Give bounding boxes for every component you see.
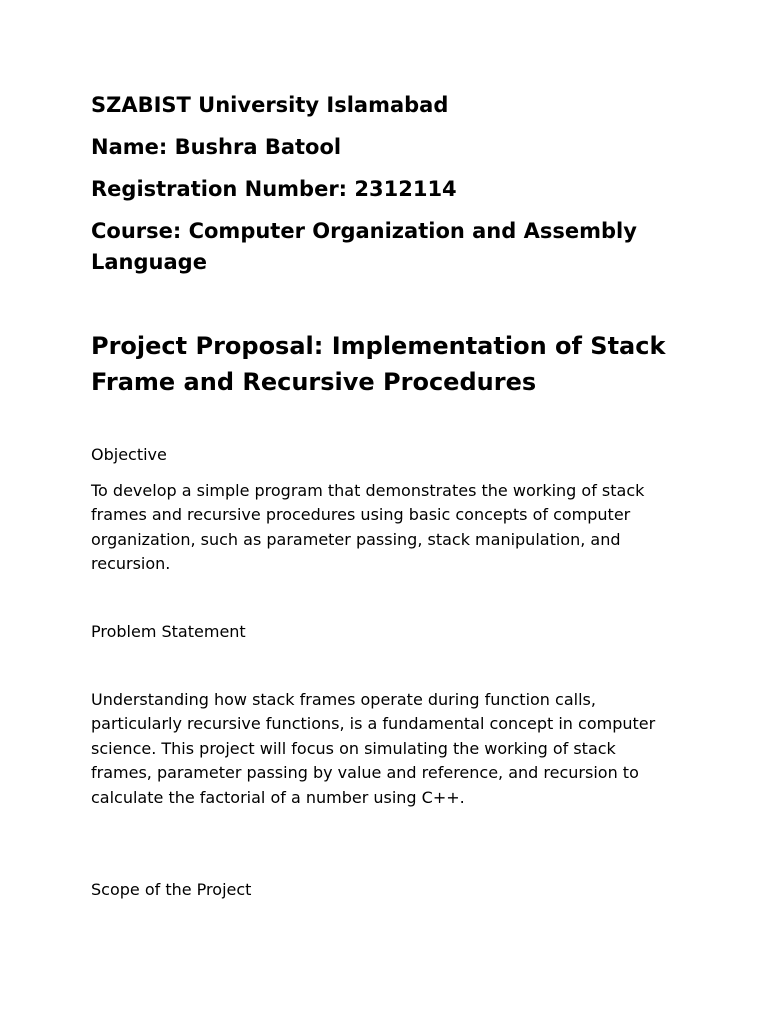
student-name: Name: Bushra Batool — [91, 135, 342, 159]
objective-heading: Objective — [91, 445, 167, 464]
objective-paragraph: To develop a simple program that demonstrates the working of stack frames and recursive procedures using basic concepts of computer organization, such as parameter passing, stack manipulation, and recursion. — [91, 481, 645, 574]
course-name: Course: Computer Organization and Assembly Language — [91, 219, 637, 274]
scope-heading: Scope of the Project — [91, 880, 252, 899]
registration-number: Registration Number: 2312114 — [91, 177, 457, 201]
proposal-title: Project Proposal: Implementation of Stack Frame and Recursive Procedures — [91, 332, 666, 396]
university-name: SZABIST University Islamabad — [91, 93, 449, 117]
problem-statement-paragraph: Understanding how stack frames operate during function calls, particularly recursive functions, is a fundamental concept in computer science. This project will focus on simulating the working of stack frames, parameter passing by value and reference, and recursion to calculate the factorial of a number using C++. — [91, 690, 656, 807]
problem-statement-heading: Problem Statement — [91, 622, 246, 641]
